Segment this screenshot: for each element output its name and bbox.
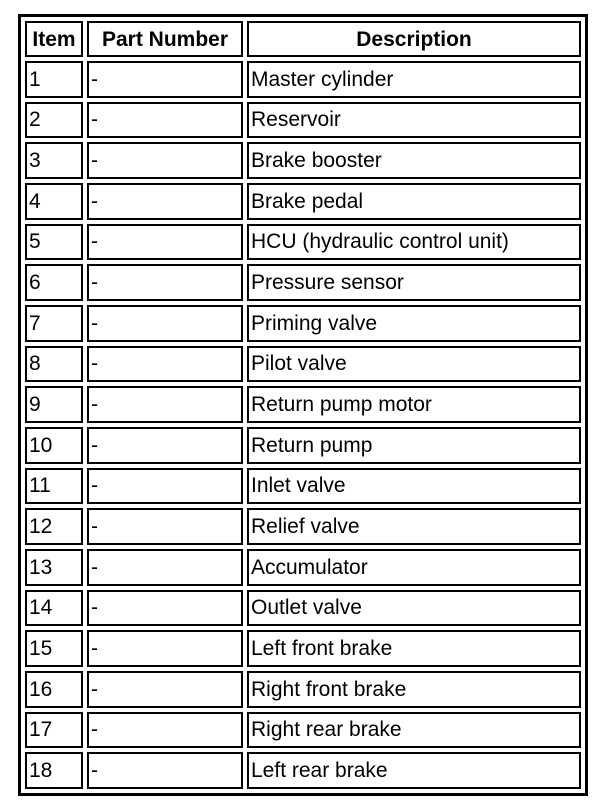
item-cell: 6 (25, 264, 83, 301)
part-number-cell: - (87, 142, 243, 179)
part-number-cell: - (87, 630, 243, 667)
item-cell: 16 (25, 671, 83, 708)
item-cell: 12 (25, 508, 83, 545)
part-number-cell: - (87, 549, 243, 586)
parts-table-frame (18, 14, 588, 796)
table-row (25, 224, 581, 261)
header-description: Description (247, 21, 581, 57)
description-cell: Master cylinder (247, 61, 581, 98)
table-row (25, 712, 581, 749)
table-row (25, 752, 581, 789)
table-row (25, 468, 581, 505)
item-cell: 8 (25, 346, 83, 383)
description-cell: Left front brake (247, 630, 581, 667)
table-row (25, 427, 581, 464)
item-cell: 2 (25, 102, 83, 139)
part-number-cell: - (87, 346, 243, 383)
table-row (25, 102, 581, 139)
part-number-cell: - (87, 671, 243, 708)
description-cell: Return pump motor (247, 386, 581, 423)
table-row (25, 590, 581, 627)
description-cell: Outlet valve (247, 590, 581, 627)
table-row (25, 305, 581, 342)
header-part-number: Part Number (87, 21, 243, 57)
item-cell: 13 (25, 549, 83, 586)
part-number-cell: - (87, 183, 243, 220)
item-cell: 4 (25, 183, 83, 220)
part-number-cell: - (87, 305, 243, 342)
table-row (25, 630, 581, 667)
part-number-cell: - (87, 102, 243, 139)
item-cell: 7 (25, 305, 83, 342)
header-row (25, 21, 581, 57)
item-cell: 10 (25, 427, 83, 464)
item-cell: 1 (25, 61, 83, 98)
item-cell: 3 (25, 142, 83, 179)
description-cell: Brake booster (247, 142, 581, 179)
table-body (25, 61, 581, 789)
description-cell: Priming valve (247, 305, 581, 342)
item-cell: 14 (25, 590, 83, 627)
description-cell: Right rear brake (247, 712, 581, 749)
item-cell: 5 (25, 224, 83, 261)
item-cell: 15 (25, 630, 83, 667)
part-number-cell: - (87, 752, 243, 789)
table-row (25, 142, 581, 179)
part-number-cell: - (87, 386, 243, 423)
description-cell: Right front brake (247, 671, 581, 708)
description-cell: Pilot valve (247, 346, 581, 383)
description-cell: Inlet valve (247, 468, 581, 505)
description-cell: Relief valve (247, 508, 581, 545)
table-row (25, 183, 581, 220)
item-cell: 17 (25, 712, 83, 749)
parts-table (21, 17, 585, 793)
header-item: Item (25, 21, 83, 57)
description-cell: Accumulator (247, 549, 581, 586)
description-cell: Brake pedal (247, 183, 581, 220)
part-number-cell: - (87, 224, 243, 261)
table-row (25, 61, 581, 98)
description-cell: Pressure sensor (247, 264, 581, 301)
table-row (25, 386, 581, 423)
part-number-cell: - (87, 712, 243, 749)
item-cell: 11 (25, 468, 83, 505)
description-cell: HCU (hydraulic control unit) (247, 224, 581, 261)
item-cell: 18 (25, 752, 83, 789)
part-number-cell: - (87, 508, 243, 545)
description-cell: Reservoir (247, 102, 581, 139)
part-number-cell: - (87, 468, 243, 505)
description-cell: Left rear brake (247, 752, 581, 789)
table-row (25, 508, 581, 545)
item-cell: 9 (25, 386, 83, 423)
table-row (25, 346, 581, 383)
part-number-cell: - (87, 427, 243, 464)
table-row (25, 549, 581, 586)
part-number-cell: - (87, 590, 243, 627)
part-number-cell: - (87, 61, 243, 98)
part-number-cell: - (87, 264, 243, 301)
description-cell: Return pump (247, 427, 581, 464)
table-row (25, 671, 581, 708)
table-row (25, 264, 581, 301)
